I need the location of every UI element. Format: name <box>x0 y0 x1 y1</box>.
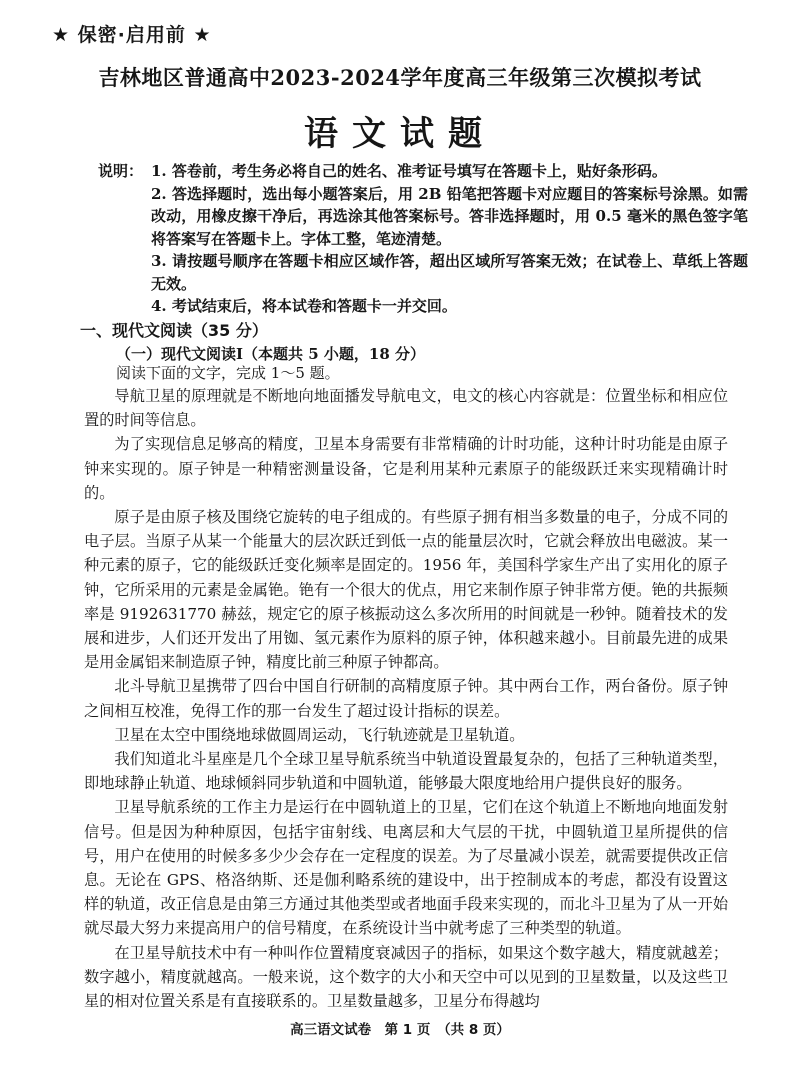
exam-title: 吉林地区普通高中2023-2024学年度高三年级第三次模拟考试 <box>98 65 702 90</box>
instruction-item: 1. 答卷前，考生务必将自己的姓名、准考证号填写在答题卡上，贴好条形码。 <box>151 162 667 180</box>
instruction-row <box>98 160 748 183</box>
section-heading: 一、现代文阅读（35 分） <box>80 321 268 340</box>
passage-paragraph: 卫星导航系统的工作主力是运行在中圆轨道上的卫星，它们在这个轨道上不断地向地面发射信号。但是因为种种原因，包括宇宙射线、电离层和大气层的干扰，中圆轨道卫星所提供的信号，用户在使用的时候多多少少会存在一定程度的误差。为了尽量减小误差，就需要提供改正信息。无论在 GPS、格洛纳斯、还是伽利略系统的建设中，出于控制成本的考虑，都没有设置这样的轨道，改正信息是由第三方通过其他类型或者地面手段来实现的，而北斗卫星为了从一开始就尽最大努力来提高用户的信号精度，在系统设计当中就考虑了三种类型的轨道。 <box>84 798 728 938</box>
reading-instruction: 阅读下面的文字，完成 1～5 题。 <box>116 364 340 382</box>
confidential-mark: ★ 保密·启用前 ★ <box>52 24 212 46</box>
page-footer: 高三语文试卷 第 1 页 （共 8 页） <box>290 1022 510 1038</box>
passage-paragraph: 导航卫星的原理就是不断地向地面播发导航电文，电文的核心内容就是：位置坐标和相应位置的时间等信息。 <box>84 387 728 430</box>
exam-instructions <box>98 160 748 318</box>
passage-paragraph: 为了实现信息足够高的精度，卫星本身需要有非常精确的计时功能，这种计时功能是由原子钟来实现的。原子钟是一种精密测量设备，它是利用某种元素原子的能级跃迁来实现精确计时的。 <box>84 435 728 502</box>
instruction-row <box>98 250 748 295</box>
instruction-item: 2. 答选择题时，选出每小题答案后，用 2B 铅笔把答题卡对应题目的答案标号涂黑。如需改动，用橡皮擦干净后，再选涂其他答案标号。答非选择题时，用 0.5 毫米的黑色签字笔将答案写在答题卡上。字体工整，笔迹清楚。 <box>151 184 748 248</box>
instruction-row <box>98 183 748 251</box>
instruction-item: 4. 考试结束后，将本试卷和答题卡一并交回。 <box>151 297 457 315</box>
passage-paragraph: 原子是由原子核及围绕它旋转的电子组成的。有些原子拥有相当多数量的电子，分成不同的电子层。当原子从某一个能量大的层次跃迁到低一点的能量层次时，它就会释放出电磁波。某一种元素的原子，它的能级跃迁变化频率是固定的。1956 年，美国科学家生产出了实用化的原子钟，它所采用的元素是金属铯。铯有一个很大的优点，用它来制作原子钟非常方便。铯的共振频率是 9192631770 赫兹，规定它的原子核振动这么多次所用的时间就是一秒钟。随着技术的发展和进步，人们还开发出了用铷、氢元素作为原料的原子钟，体积越来越小。目前最先进的成果是用金属铝来制造原子钟，精度比前三种原子钟都高。 <box>84 508 728 672</box>
reading-passage <box>84 384 728 1013</box>
instruction-item: 3. 请按题号顺序在答题卡相应区域作答，超出区域所写答案无效；在试卷上、草纸上答题无效。 <box>151 252 748 293</box>
passage-paragraph: 在卫星导航技术中有一种叫作位置精度衰减因子的指标，如果这个数字越大，精度就越差；数字越小，精度就越高。一般来说，这个数字的大小和天空中可以见到的卫星数量，以及这些卫星的相对位置关系是有直接联系的。卫星数量越多，卫星分布得越均 <box>84 943 728 1011</box>
passage-paragraph: 卫星在太空中围绕地球做圆周运动，飞行轨迹就是卫星轨道。 <box>114 725 525 744</box>
instruction-row <box>98 295 748 318</box>
subsection-heading: （一）现代文阅读Ⅰ（本题共 5 小题，18 分） <box>116 345 425 363</box>
passage-paragraph: 北斗导航卫星携带了四台中国自行研制的高精度原子钟。其中两台工作，两台备份。原子钟之间相互校准，免得工作的那一台发生了超过设计指标的误差。 <box>84 677 728 720</box>
subject-title: 语文试题 <box>304 114 496 154</box>
passage-paragraph: 我们知道北斗星座是几个全球卫星导航系统当中轨道设置最复杂的，包括了三种轨道类型，即地球静止轨道、地球倾斜同步轨道和中圆轨道，能够最大限度地给用户提供良好的服务。 <box>84 750 728 793</box>
instructions-label: 说明： <box>98 162 144 180</box>
